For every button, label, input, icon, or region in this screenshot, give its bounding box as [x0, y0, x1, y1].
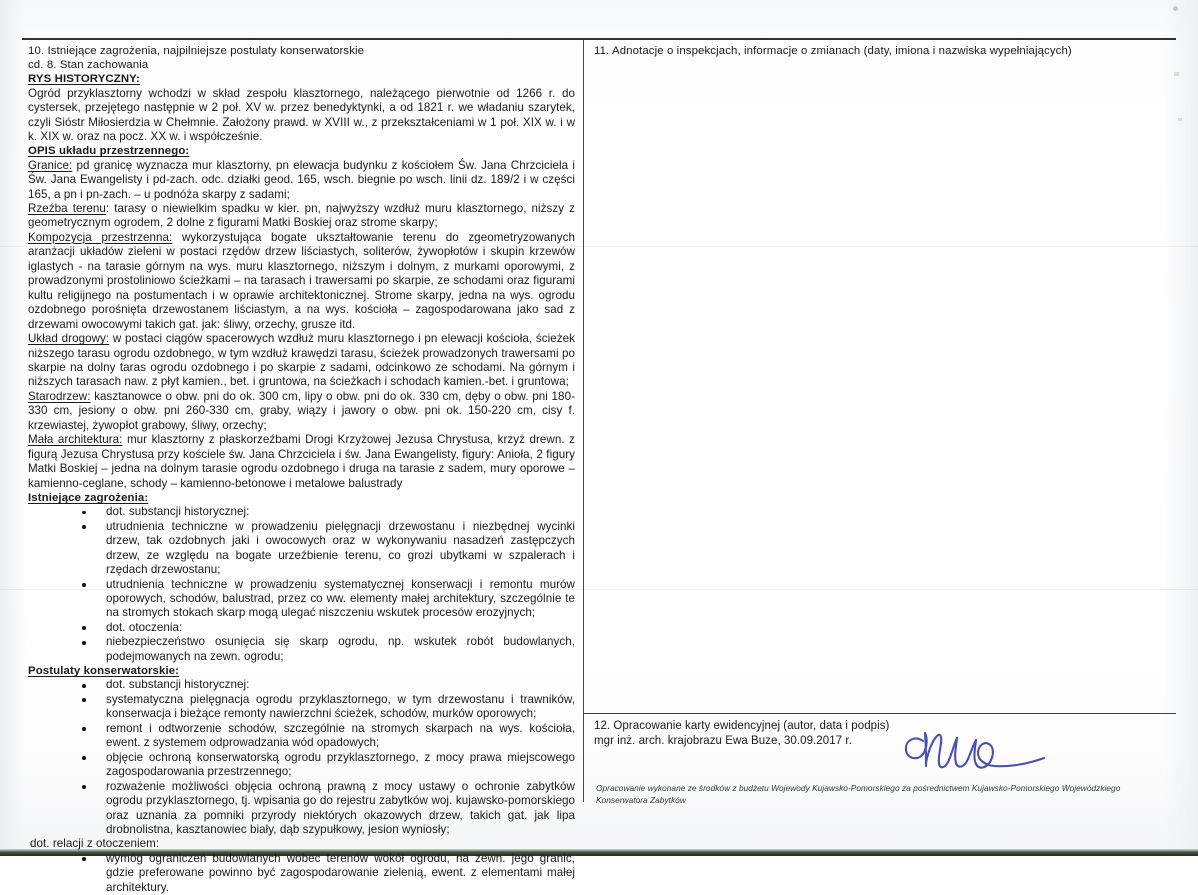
section-11-cell: [594, 44, 1170, 58]
list-item: utrudnienia techniczne w prowadzeniu pielęgnacji drzewostanu i niezbędnej wycinki drzew, tak ozdobnych jaki i owocowych oraz w wykonywaniu nasadzeń zastępczych drzew, ze względu na bogate urzeźbienie terenu, co grozi ubytkami w szpalerach i rzędach drzewostanu;: [80, 520, 575, 578]
form-table: [22, 38, 1176, 894]
opis-entry-rzezba-terenu: [28, 202, 575, 231]
funding-note: Opracowanie wykonane ze środków z budżetu Wojewody Kujawsko-Pomorskiego za pośrednictwem Kujawsko-Pomorskiego Wojewódzkiego Konserwatora Zabytków: [596, 783, 1121, 805]
opis-entry-text: mur klasztorny z płaskorzeźbami Drogi Krzyżowej Jezusa Chrystusa, krzyż drewn. z figurą Jezusa Chrystusa przy kościele św. Jana Chrzciciela i św. Jana Ewangelisty, figury: Anioła, 2 figury Matki Boskiej – jedna na dolnym tarasie ogrodu ozdobnego i druga na tarasie z sadem, mury oporowe – kamienno-ceglane, schody – kamienno-betonowe i metalowe balustrady: [28, 433, 575, 490]
opis-entry-label: Układ drogowy:: [28, 332, 110, 346]
opis-entry-label: Granice:: [28, 158, 73, 172]
opis-entry-label: Kompozycja przestrzenna:: [28, 230, 173, 244]
section-10-heading: 10. Istniejące zagrożenia, najpilniejsze postulaty konserwatorskie: [28, 45, 365, 57]
section-12-divider: [583, 713, 1176, 714]
list-item: dot. substancji historycznej:: [80, 505, 575, 519]
zagrozenia-list: [28, 505, 575, 664]
postulaty-title: Postulaty konserwatorskie:: [28, 665, 180, 678]
opis-entry-label: Starodrzew:: [28, 389, 91, 403]
section-12-heading: 12. Opracowanie karty ewidencyjnej (autor, data i podpis): [594, 720, 890, 732]
opis-entry-label: Rzeźba terenu: [28, 201, 106, 215]
list-item: remont i odtworzenie schodów, szczególnie na stromych skarpach na wys. kościoła, ewent. z systemem odprowadzania wód opadowych;: [80, 722, 575, 751]
section-12-author-line: mgr inż. arch. krajobrazu Ewa Buze, 30.09.2017 r.: [594, 734, 852, 747]
list-item: utrudnienia techniczne w prowadzeniu systematycznej konserwacji i remontu murów oporowych, schodów, balustrad, przez co ww. elementy małej architektury, szczególnie te na stromych stokach skarp mogą ulegać niszczeniu wskutek procesów erozyjnych;: [80, 578, 575, 621]
scan-speck: [1178, 118, 1182, 121]
rys-historyczny-title: RYS HISTORYCZNY:: [28, 73, 140, 86]
table-column-divider: [583, 40, 584, 802]
opis-entry-text: wykorzystująca bogate ukształtowanie terenu do zgeometryzowanych aranżacji układów zieleni w postaci rzędów drzew liściastych, soliterów, żywopłotów i skupin krzewów iglastych - na tarasie górnym na wys. muru klasztornego, niższym i dolnym, z murkami oporowymi, z prowadzonymi prostoliniowo ścieżkami – na tarasach i trawersami po skarpie, ze schodami oraz figurami kultu religijnego na postumentach i w oprawie architektonicznej. Strome skarpy, jedna na wys. ogrodu ozdobnego porośnięta drzewostanem liściastym, a na wys. kościoła – zagospodarowana jako sad z drzewami owocowymi takich gat. jak: śliwy, orzechy, grusze itd.: [28, 230, 575, 331]
list-item: wymóg ograniczeń budowlanych wobec terenów wokół ogrodu, na zewn. jego granic, gdzie preferowane powinno być zagospodarowanie zielenią, ewent. z elementami małej architektury.: [80, 852, 575, 895]
postulaty-list: [28, 678, 575, 837]
section-10-cell: [28, 44, 575, 895]
opis-ukladu-title: OPIS układu przestrzennego:: [28, 145, 190, 158]
zagrozenia-title: Istniejące zagrożenia:: [28, 492, 149, 505]
opis-entry-text: pd granicę wyznacza mur klasztorny, pn elewacja budynku z kościołem Św. Jana Chrzciciela i Św. Jana Ewangelisty i pd-zach. odc. działki geod. 165, wsch. biegnie po wsch. linii dz. 189/2 i w części 165, a pn i pn-zach. – u podnóża skarpy z sadami;: [28, 158, 575, 201]
opis-entry-granice: [28, 159, 575, 202]
section-11-heading: 11. Adnotacje o inspekcjach, informacje o zmianach (daty, imiona i nazwiska wypełniających): [594, 45, 1072, 57]
handwritten-signature-icon: [901, 725, 1091, 787]
list-item: dot. substancji historycznej:: [80, 678, 575, 692]
postulaty-subheading: dot. relacji z otoczeniem:: [30, 837, 160, 851]
opis-entry-mala-architektura: [28, 433, 575, 491]
postulaty-list-otoczenie: [28, 852, 575, 895]
opis-entry-starodrzew: [28, 390, 575, 433]
list-item: objęcie ochroną konserwatorską ogrodu przyklasztornego, z mocy prawa miejscowego zagospodarowania przestrzennego;: [80, 751, 575, 780]
scan-speck-mark: [1173, 6, 1178, 11]
opis-entry-kompozycja: [28, 231, 575, 332]
section-10-continuation: cd. 8. Stan zachowania: [28, 59, 149, 72]
opis-entry-label: Mała architektura:: [28, 433, 123, 447]
opis-entry-text: : tarasy o niewielkim spadku w kier. pn, najwyższy wzdłuż muru klasztornego, niższy z geometrycznym ogrodem, 2 dolne z figurami Matki Boskiej oraz strome skarpy;: [28, 201, 575, 230]
opis-entry-text: w postaci ciągów spacerowych wzdłuż muru klasztornego i pn elewacji kościoła, ścieżek niższego tarasu ogrodu ozdobnego, w tym wzdłuż krawędzi tarasu, ścieżek prowadzonych trawersami po skarpie na dolny taras ogrodu ozdobnego i po skarpie z sadami, odcinkowo ze schodami. Na górnym i niższych tarasach naw. z płyt kamien., bet. i gruntowa, na ścieżkach i schodach kamien.-bet. i gruntowa;: [28, 332, 575, 389]
opis-entry-uklad-drogowy: [28, 332, 575, 390]
list-item: systematyczna pielęgnacja ogrodu przyklasztornego, w tym drzewostanu i trawników, konserwacja i bieżące remonty nawierzchni ścieżek, schodów, murków oporowych;: [80, 693, 575, 722]
section-12-cell: [594, 719, 1170, 805]
opis-entry-text: kasztanowce o obw. pni do ok. 300 cm, lipy o obw. pni do ok. 330 cm, dęby o obw. pni 180-330 cm, jesiony o obw. pni 260-330 cm, graby, wiązy i jawory o obw. pni ok. 150-220 cm, cisy f. krzewiastej, żywopłot grabowy, śliwy, orzechy;: [28, 389, 575, 432]
list-item: rozważenie możliwości objęcia ochroną prawną z mocy ustawy o ochronie zabytków ogrodu przyklasztornego, tj. wpisania go do rejestru zabytków woj. kujawsko-pomorskiego oraz uznania za pomniki przyrody niektórych okazowych drzew, takich gat. jak lipa drobnolistna, kasztanowiec biały, dąb szypułkowy, jesion wyniosły;: [80, 780, 575, 838]
table-top-rule: [22, 38, 1176, 40]
rys-historyczny-text: Ogród przyklasztorny wchodzi w skład zespołu klasztornego, należącego pierwotnie od 1266 r. do cystersek, przejętego następnie w 2 poł. XV w. przez benedyktynki, a od 1821 r. we władaniu szarytek, czyli Sióstr Miłosierdzia w Chełmnie. Założony prawd. w XVIII w., z przekształceniami w 1 poł. XIX w. i w k. XIX w. oraz na pocz. XX w. i współcześnie.: [28, 86, 575, 143]
list-item: niebezpieczeństwo osunięcia się skarp ogrodu, np. wskutek robót budowlanych, podejmowanych na zewn. ogrodu;: [80, 635, 575, 664]
list-item: dot. otoczenia:: [80, 621, 575, 635]
